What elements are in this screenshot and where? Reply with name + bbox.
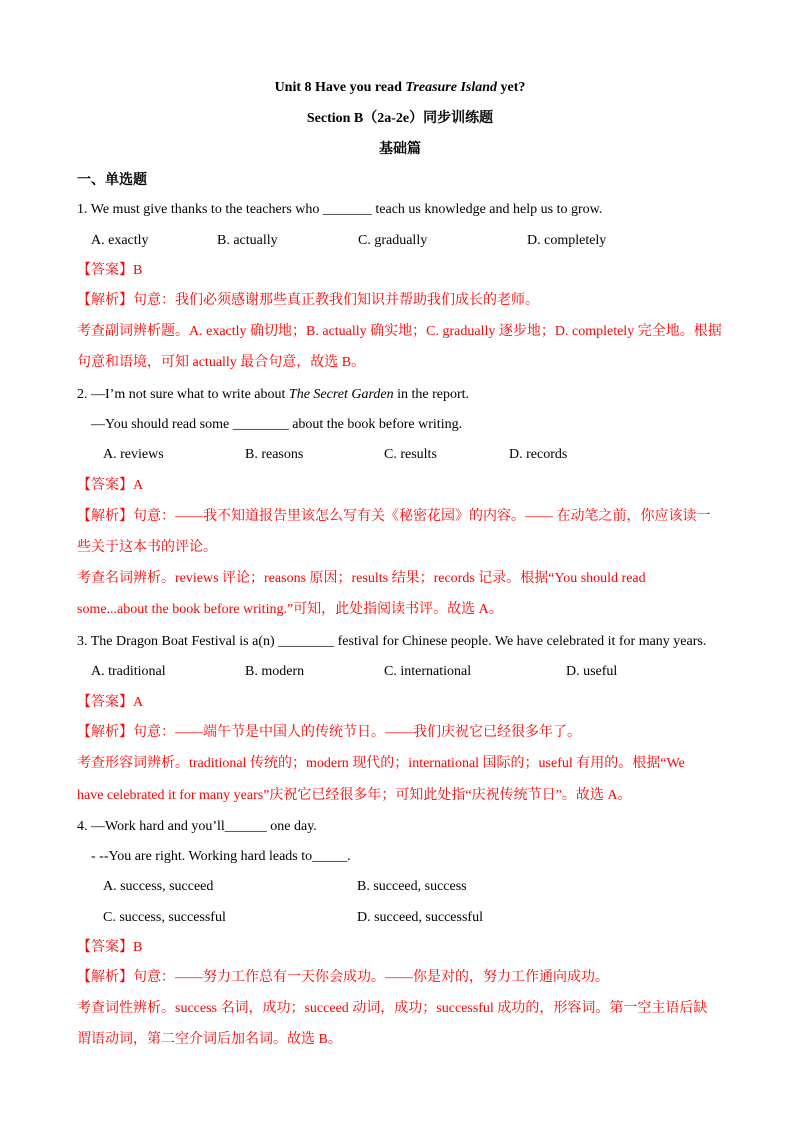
q2-option-b: B. reasons	[245, 447, 304, 462]
title-suffix: yet?	[497, 80, 526, 95]
q2-analysis-2: 些关于这本书的评论。	[77, 540, 217, 555]
q2-option-d: D. records	[509, 447, 568, 462]
q3-option-a: A. traditional	[91, 664, 166, 679]
q3-option-b: B. modern	[245, 664, 305, 679]
q1-analysis-2: 考查副词辨析题。A. exactly 确切地；B. actually 确实地；C. gradually 逐步地；D. completely 完全地。根据	[77, 324, 722, 339]
question-2-reply: —You should read some ________ about the book before writing.	[91, 417, 463, 432]
page-subtitle: Section B（2a-2e）同步训练题	[306, 111, 494, 126]
title-text: Unit 8 Have you read	[274, 80, 406, 95]
q1-option-c: C. gradually	[358, 233, 428, 248]
q3-analysis-3: have celebrated it for many years”庆祝它已经很多年；可知此处指“庆祝传统节日”。故选 A。	[77, 788, 632, 803]
q4-option-b: B. succeed, success	[357, 879, 467, 894]
question-2-stem	[77, 386, 469, 404]
q3-option-c: C. international	[384, 664, 472, 679]
q2-analysis-3: 考查名词辨析。reviews 评论；reasons 原因；results 结果；records 记录。根据“You should read	[77, 571, 646, 586]
q4-analysis-2: 考查词性辨析。success 名词，成功；succeed 动词，成功；successful 成功的，形容词。第一空主语后缺	[77, 1001, 708, 1016]
q3-analysis-2: 考查形容词辨析。traditional 传统的；modern 现代的；international 国际的；useful 有用的。根据“We	[77, 756, 685, 771]
q2-analysis-1: 【解析】句意：——我不知道报告里该怎么写有关《秘密花园》的内容。—— 在动笔之前，你应该读一	[77, 509, 711, 524]
q1-analysis-3: 句意和语境，可知 actually 最合句意，故选 B。	[77, 355, 366, 370]
title-book: Treasure Island	[405, 80, 498, 95]
q3-analysis-1: 【解析】句意：——端午节是中国人的传统节日。——我们庆祝它已经很多年了。	[77, 725, 581, 740]
question-1-stem: 1. We must give thanks to the teachers who _______ teach us knowledge and help us to grow.	[77, 202, 603, 217]
q4-analysis-3: 谓语动词，第二空介词后加名词。故选 B。	[77, 1032, 342, 1047]
q4-answer: 【答案】B	[77, 940, 143, 955]
q3-option-d: D. useful	[566, 664, 618, 679]
q4-option-a: A. success, succeed	[103, 879, 214, 894]
q1-option-d: D. completely	[527, 233, 607, 248]
section-heading: 一、单选题	[77, 173, 147, 188]
q1-answer: 【答案】B	[77, 263, 143, 278]
page-title	[0, 79, 800, 97]
q2-option-c: C. results	[384, 447, 437, 462]
q2-analysis-4: some...about the book before writing.”可知，此处指阅读书评。故选 A。	[77, 602, 503, 617]
q1-analysis-1: 【解析】句意：我们必须感谢那些真正教我们知识并帮助我们成长的老师。	[77, 293, 539, 308]
level-label: 基础篇	[379, 142, 421, 157]
q4-option-d: D. succeed, successful	[357, 910, 483, 925]
q1-option-b: B. actually	[217, 233, 278, 248]
q2-stem-suffix: in the report.	[393, 387, 470, 402]
question-3-stem: 3. The Dragon Boat Festival is a(n) ________ festival for Chinese people. We have celebrated it for many years.	[77, 634, 707, 649]
q3-answer: 【答案】A	[77, 695, 144, 710]
q1-option-a: A. exactly	[91, 233, 149, 248]
q2-book-title: The Secret Garden	[288, 387, 394, 402]
q2-option-a: A. reviews	[103, 447, 164, 462]
q2-answer: 【答案】A	[77, 478, 144, 493]
question-4-stem: 4. —Work hard and you’ll______ one day.	[77, 819, 317, 834]
q2-stem-text: 2. —I’m not sure what to write about	[77, 387, 289, 402]
question-4-reply: - --You are right. Working hard leads to_____.	[91, 849, 351, 864]
q4-analysis-1: 【解析】句意：——努力工作总有一天你会成功。——你是对的，努力工作通向成功。	[77, 970, 609, 985]
q4-option-c: C. success, successful	[103, 910, 226, 925]
